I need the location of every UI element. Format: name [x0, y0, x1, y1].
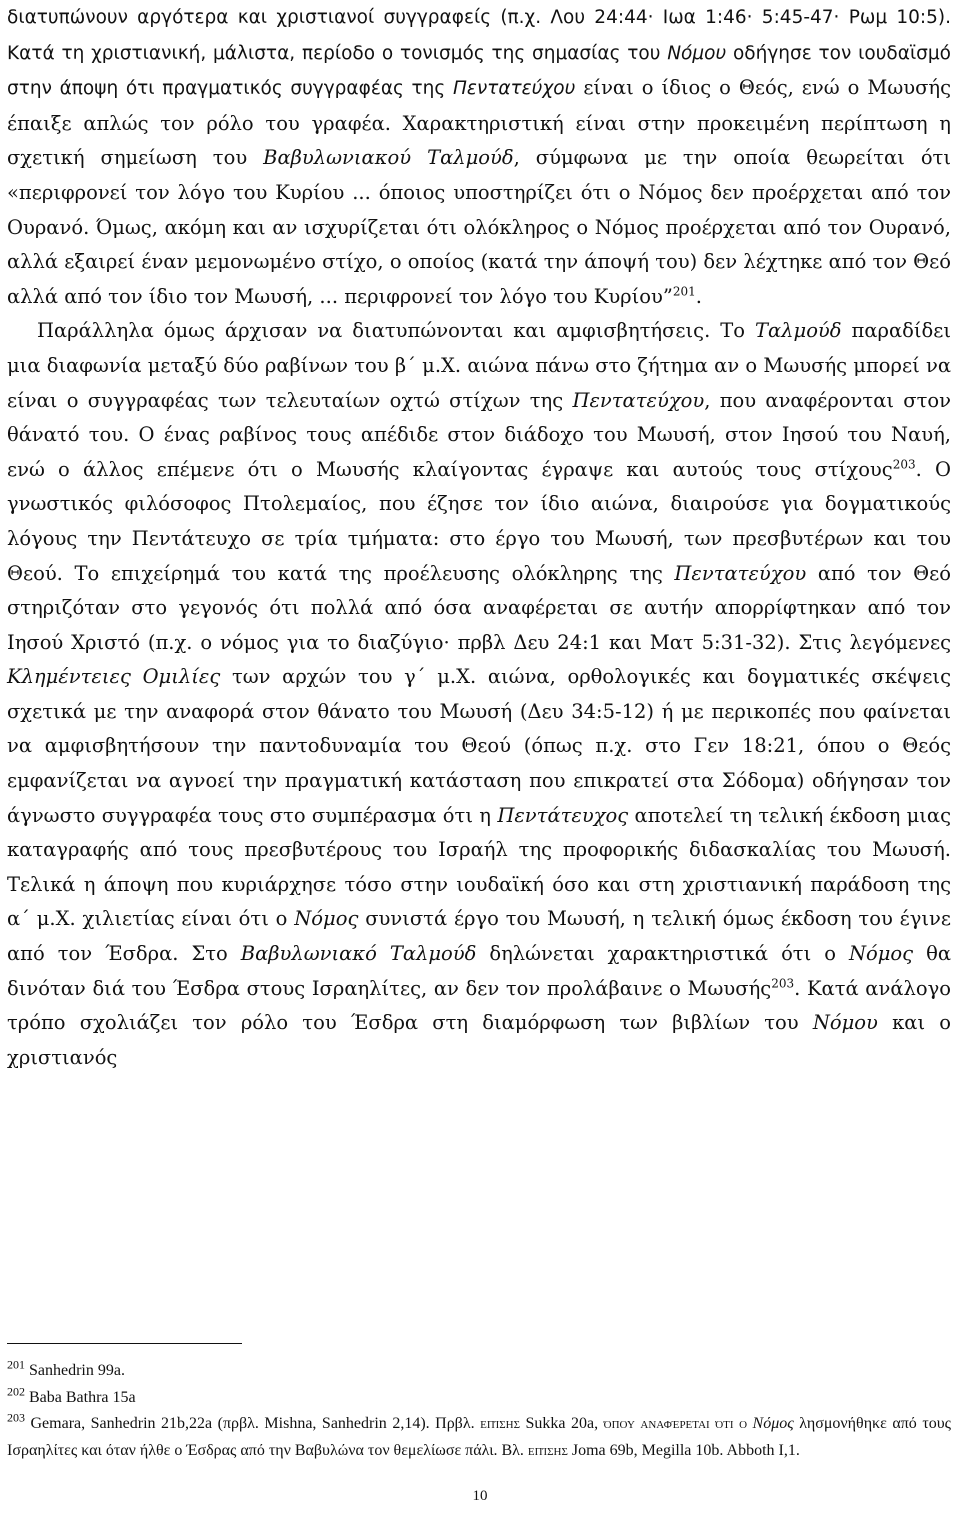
footnote-text: Sukka 20a, [520, 1415, 604, 1432]
italic-term: Νόμου [667, 42, 727, 64]
footnote-text: επίσης [480, 1415, 521, 1432]
footnote-text: όπου αναφέρεται ότι ο [603, 1415, 748, 1432]
footnote-number: 203 [7, 1410, 25, 1425]
footnote-text: Joma 69b, Megilla 10b. Abboth I,1. [567, 1441, 800, 1459]
footnote-text: λησμονήθηκε από τους Ισραηλίτες και όταν ήλθε ο Έσδρας από την Βαβυλώνα τον θεμελίωσε πάλι. Βλ. [7, 1415, 952, 1459]
italic-term: Κλημέντειες Ομιλίες [7, 665, 221, 689]
text-span: από τον Θεό στηριζόταν στο γεγονός ότι πολλά από όσα αναφέρεται σε αυτήν απορρίφτηκαν από τον Ιησού Χριστό (π.χ. ο νόμος για το διαζύγιο· πρβλ Δευ 24:1 και Ματ 5:31-32). Στις λεγόμενες [7, 561, 952, 654]
footnote-text: Gemara, Sanhedrin 21b,22a (πρβλ. Mishna, Sanhedrin 2,14). Πρβλ. [25, 1415, 481, 1432]
italic-term: Πεντατεύχου [674, 561, 807, 585]
text-span: . [695, 284, 702, 308]
footnote-ref-202: 203 [892, 457, 916, 472]
footnote-separator [7, 1343, 242, 1344]
text-span: των αρχών του γ΄ μ.Χ. αιώνα, ορθολογικές και δογματικές σκέψεις σχετικά με την αναφορά στον θάνατο του Μωυσή (Δευ 34:5-12) ή με περικοπές που φαίνεται να αμφισβητήσουν την παντοδυναμία του Θεού (όπως π.χ. στο Γεν 18:21, όπου ο Θεός εμφανίζεται να αγνοεί την πραγματική κατάσταση που επικρατεί στα Σόδομα) οδήγησαν τον άγνωστο συγγραφέα τους στο συμπέρασμα ότι η [7, 665, 951, 827]
text-span: δηλώνεται χαρακτηριστικά ότι ο [476, 942, 849, 966]
italic-term: Βαβυλωνιακού Ταλμούδ [263, 146, 514, 170]
text-span: και ο χριστιανός [7, 1011, 952, 1069]
text-span: οδήγησε τον ιουδαϊσμό στην άποψη ότι πραγματικός συγγραφέας της [7, 42, 951, 100]
text-span: θα δινόταν διά του Έσδρα στους Ισραηλίτες, αν δεν τον προλάβαινε ο Μωυσής [7, 942, 951, 1000]
text-span: , που αναφέρονται στον θάνατό του. Ο ένας ραβίνος τους απέδιδε στον διάδοχο του Μωυσή, στον Ιησού του Ναυή, ενώ ο άλλος επέμενε ότι ο Μωυσής κλαίγοντας έγραψε και αυτούς τους στίχους [7, 388, 951, 481]
footnote-text: Sanhedrin 99a. [25, 1362, 125, 1379]
text-span: Παράλληλα όμως άρχισαν να διατυπώνονται και αμφισβητήσεις. Το [37, 319, 755, 343]
paragraph-2 [7, 314, 951, 1075]
footnote-ref-203: 203 [771, 976, 795, 991]
italic-term: Νόμος [752, 1415, 794, 1432]
text-span: είναι ο ίδιος ο Θεός, ενώ ο Μωυσής έπαιξε απλώς τον ρόλο του γραφέα. Χαρακτηριστική είναι στην προκειμένη περίπτωση η σχετική σημείωση του [7, 76, 951, 170]
italic-term: Νόμου [812, 1011, 878, 1035]
footnote-ref-201: 201 [672, 284, 696, 299]
text-span: . Ο γνωστικός φιλόσοφος Πτολεμαίος, που έζησε τον ίδιο αιώνα, διαιρούσε για δογματικούς λόγους την Πεντάτευχο σε τρία τμήματα: στο έργο του Μωυσή, των πρεσβυτέρων και του Θεού. Το επιχείρημά του κατά της προέλευσης ολόκληρης της [7, 457, 951, 585]
text-span: διατυπώνουν αργότερα και χριστιανοί συγγραφείς (π.χ. Λου 24:44· Ιωα 1:46· 5:45-47· Ρωμ 10:5). Κατά τη χριστιανική, μάλιστα, περίοδο ο τονισμός της σημασίας του [7, 7, 951, 64]
italic-term: Πεντατεύχου [452, 78, 576, 100]
paragraph-1 [7, 0, 951, 314]
footnote-202 [7, 1385, 951, 1412]
text-span: αποτελεί τη τελική έκδοση μιας καταγραφής από τους πρεσβυτέρους του Ισραήλ της προφορικής διδασκαλίας του Μωυσή. Τελικά η άποψη που κυριάρχησε τόσο στην ιουδαϊκή όσο και στη χριστιανική παράδοση της α΄ μ.Χ. χιλιετίας είναι ότι ο [7, 803, 951, 931]
text-span: παραδίδει μια διαφωνία μεταξύ δύο ραβίνων του β΄ μ.Χ. αιώνα πάνω στο ζήτημα αν ο Μωυσής μπορεί να είναι ο συγγραφέας των τελευταίων οχτώ στίχων της [7, 319, 951, 412]
italic-term: Βαβυλωνιακό Ταλμούδ [240, 942, 477, 966]
page-number: 10 [472, 1488, 488, 1504]
footnote-203 [7, 1411, 951, 1464]
italic-term: Πεντατεύχου [572, 388, 705, 412]
italic-term: Νόμος [848, 942, 914, 966]
footnotes [7, 1358, 951, 1464]
text-span: . Κατά ανάλογο τρόπο σχολιάζει τον ρόλο του Έσδρα στη διαμόρφωση των βιβλίων του [7, 976, 951, 1035]
footnote-201 [7, 1358, 951, 1385]
footnote-text: επίσης [527, 1441, 568, 1459]
footnote-text: Baba Bathra 15a [25, 1388, 136, 1406]
main-text [7, 0, 951, 1075]
italic-term: Ταλμούδ [754, 319, 842, 343]
footnote-number: 202 [7, 1384, 25, 1399]
text-span: συνιστά έργο του Μωυσή, η τελική όμως έκδοση του έγινε από τον Έσδρα. Στο [7, 907, 951, 966]
footnote-number: 201 [7, 1357, 25, 1372]
text-span: , σύμφωνα με την οποία θεωρείται ότι «περιφρονεί τον λόγο του Κυρίου ... όποιος υποστηρίζει ότι ο Νόμος δεν προέρχεται από τον Ουρανό. Όμως, ακόμη και αν ισχυρίζεται ότι ολόκληρος ο Νόμος προέρχεται από τον Ουρανό, αλλά εξαιρεί έναν μεμονωμένο στίχο, ο οποίος (κατά την άποψή του) δεν λέχτηκε από τον Θεό αλλά από τον ίδιο τον Μωυσή, ... περιφρονεί τον λόγο του Κυρίου” [7, 146, 951, 308]
italic-term: Πεντάτευχος [497, 803, 629, 827]
italic-term: Νόμος [294, 907, 359, 931]
